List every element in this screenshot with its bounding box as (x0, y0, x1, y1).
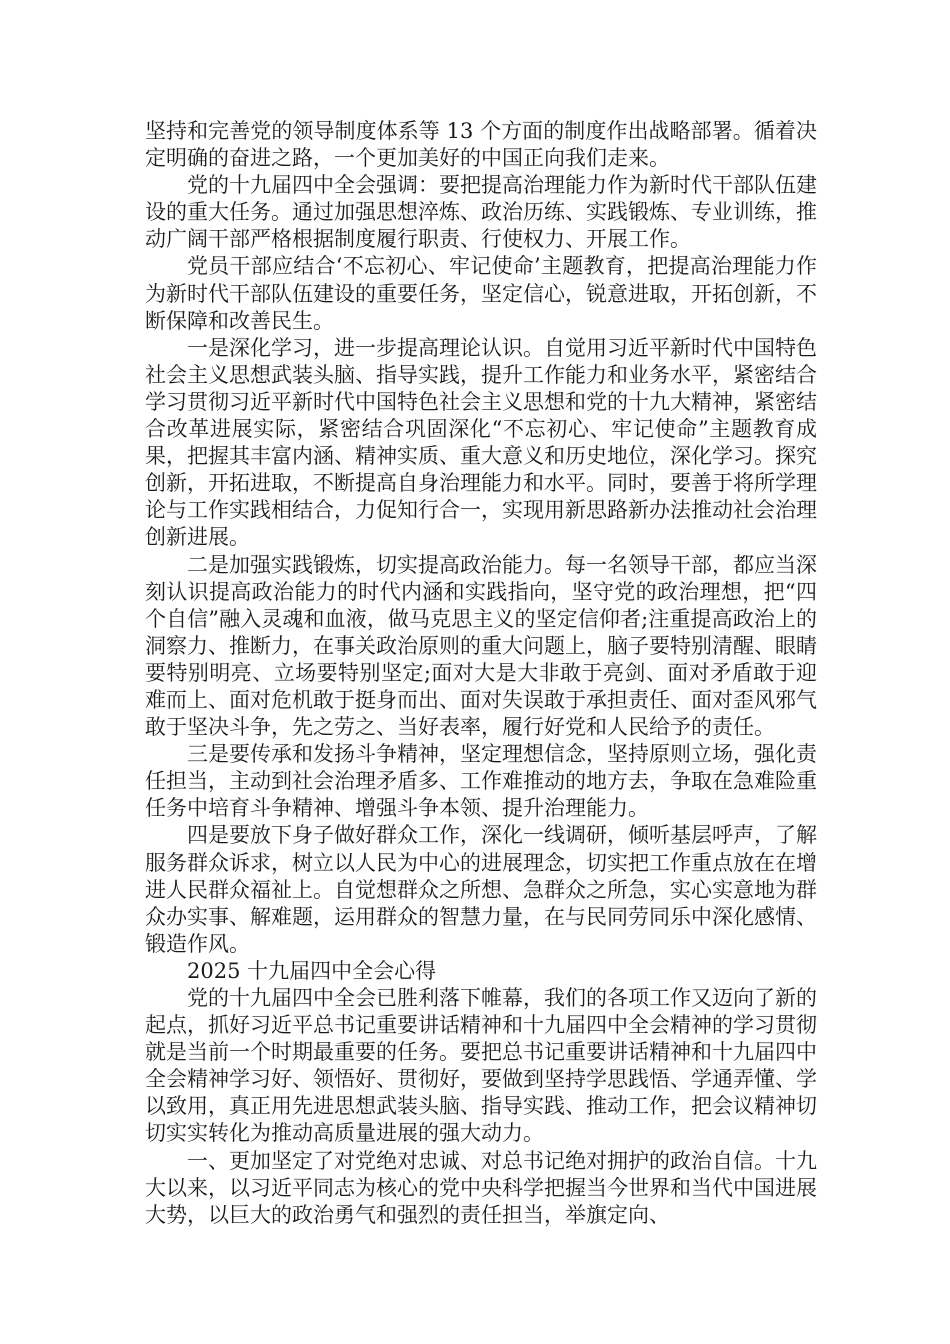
paragraph: 党员干部应结合‘不忘初心、牢记使命’主题教育，把提高治理能力作为新时代干部队伍建设的重要任务，坚定信心，锐意进取，开拓创新，不断保障和改善民生。 (145, 254, 817, 333)
paragraph: 四是要放下身子做好群众工作，深化一线调研，倾听基层呼声，了解服务群众诉求，树立以人民为中心的进展理念，切实把工作重点放在在增进人民群众福祉上。自觉想群众之所想、急群众之所急，实心实意地为群众办实事、解难题，运用群众的智慧力量，在与民同劳同乐中深化感情、锻造作风。 (145, 823, 817, 956)
paragraph: 一是深化学习，进一步提高理论认识。自觉用习近平新时代中国特色社会主义思想武装头脑、指导实践，提升工作能力和业务水平，紧密结合学习贯彻习近平新时代中国特色社会主义思想和党的十九大精神，紧密结合改革进展实际，紧密结合巩固深化“不忘初心、牢记使命”主题教育成果，把握其丰富内涵、精神实质、重大意义和历史地位，深化学习。探究创新，开拓进取，不断提高自身治理能力和水平。同时，要善于将所学理论与工作实践相结合，力促知行合一，实现用新思路新办法推动社会治理创新进展。 (145, 335, 817, 550)
section-heading: 2025 十九届四中全会心得 (187, 958, 437, 983)
paragraph: 三是要传承和发扬斗争精神，坚定理想信念，坚持原则立场，强化责任担当，主动到社会治理矛盾多、工作难推动的地方去，争取在急难险重任务中培育斗争精神、增强斗争本领、提升治理能力。 (145, 742, 817, 821)
paragraph: 一、更加坚定了对党绝对忠诚、对总书记绝对拥护的政治自信。十九大以来，以习近平同志为核心的党中央科学把握当今世界和当代中国进展大势，以巨大的政治勇气和强烈的责任担当，举旗定向、 (145, 1148, 817, 1227)
paragraph: 党的十九届四中全会已胜利落下帷幕，我们的各项工作又迈向了新的起点，抓好习近平总书记重要讲话精神和十九届四中全会精神的学习贯彻就是当前一个时期最重要的任务。要把总书记重要讲话精神和十九届四中全会精神学习好、领悟好、贯彻好，要做到坚持学思践悟、学通弄懂、学以致用，真正用先进思想武装头脑、指导实践、推动工作，把会议精神切切实实转化为推动高质量进展的强大动力。 (145, 986, 817, 1146)
document-page (145, 118, 817, 1229)
paragraph: 二是加强实践锻炼，切实提高政治能力。每一名领导干部，都应当深刻认识提高政治能力的时代内涵和实践指向，坚守党的政治理想，把“四个自信”融入灵魂和血液，做马克思主义的坚定信仰者;注重提高政治上的洞察力、推断力，在事关政治原则的重大问题上，脑子要特别清醒、眼睛要特别明亮、立场要特别坚定;面对大是大非敢于亮剑、面对矛盾敢于迎难而上、面对危机敢于挺身而出、面对失误敢于承担责任、面对歪风邪气敢于坚决斗争，先之劳之、当好表率，履行好党和人民给予的责任。 (145, 552, 817, 740)
paragraph: 党的十九届四中全会强调：要把提高治理能力作为新时代干部队伍建设的重大任务。通过加强思想淬炼、政治历练、实践锻炼、专业训练，推动广阔干部严格根据制度履行职责、行使权力、开展工作。 (145, 173, 817, 252)
paragraph: 坚持和完善党的领导制度体系等 13 个方面的制度作出战略部署。循着决定明确的奋进之路，一个更加美好的中国正向我们走来。 (145, 119, 817, 171)
